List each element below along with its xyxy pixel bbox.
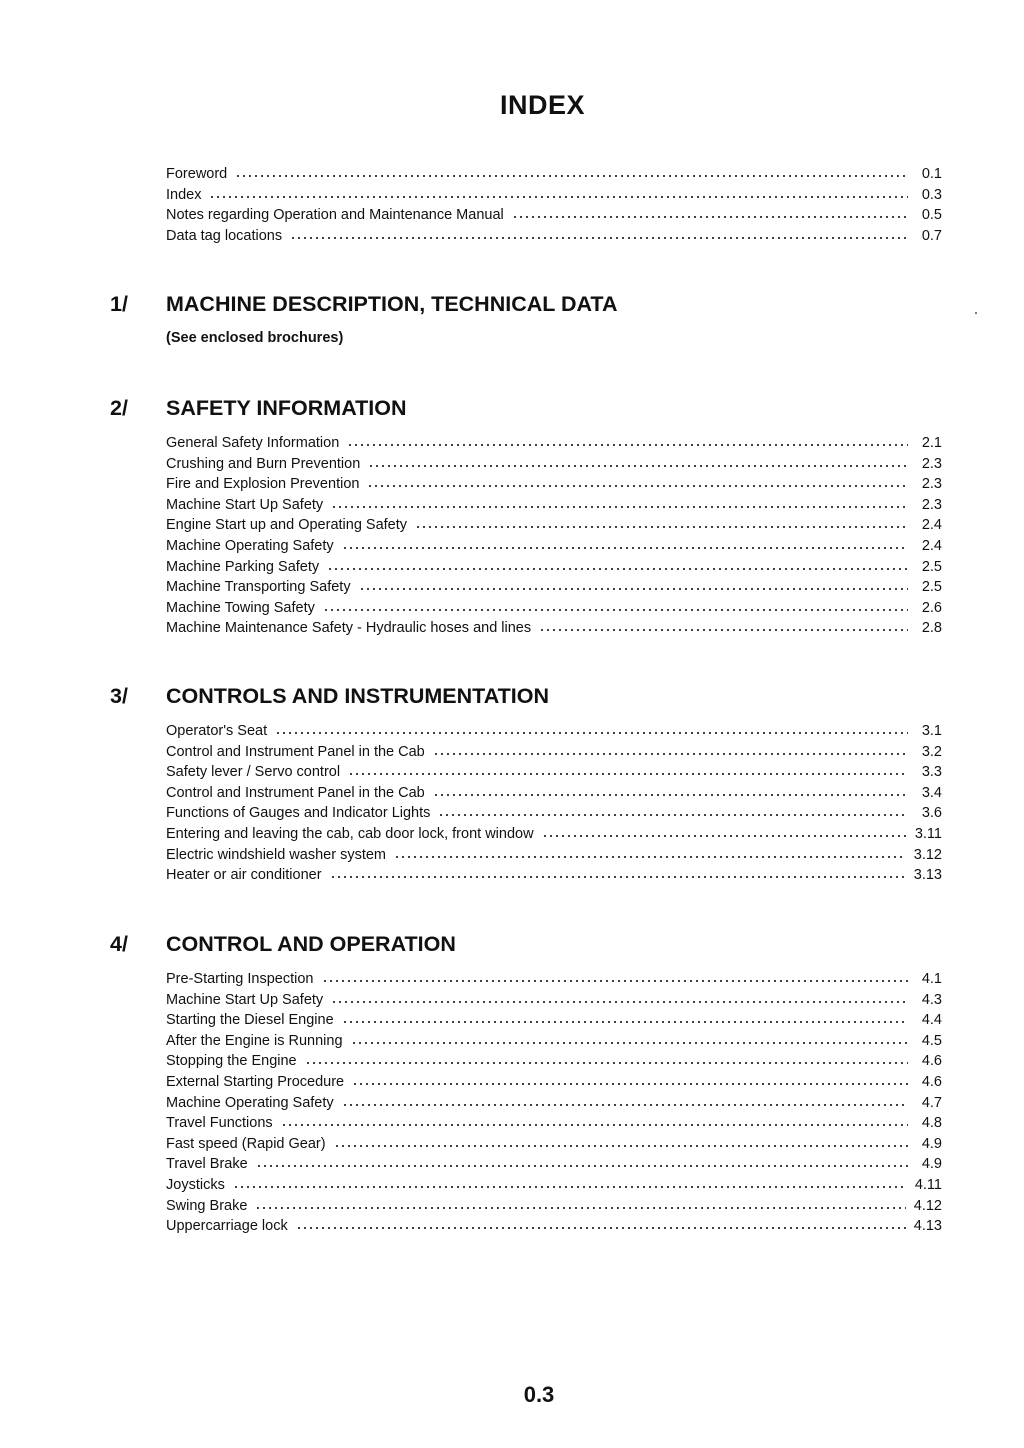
toc-entry-page: 0.5 (921, 207, 942, 224)
dot-leader (542, 826, 907, 838)
toc-entry[interactable] (166, 969, 942, 990)
dot-leader (438, 805, 908, 817)
toc-entry-label: Stopping the Engine (166, 1053, 297, 1070)
toc-entry-page: 3.12 (913, 846, 942, 863)
section-title: CONTROL AND OPERATION (166, 932, 456, 956)
dot-leader (323, 600, 908, 612)
scan-speck (975, 312, 977, 314)
front-matter-list (166, 164, 942, 246)
toc-entry-page: 4.4 (921, 1012, 942, 1029)
toc-entry[interactable] (166, 1154, 942, 1175)
toc-entry-label: Engine Start up and Operating Safety (166, 517, 408, 534)
toc-entry-label: Travel Brake (166, 1156, 248, 1173)
toc-entry-label: Machine Start Up Safety (166, 991, 324, 1008)
page-number: 0.3 (523, 1382, 555, 1407)
dot-leader (209, 187, 908, 199)
dot-leader (352, 1074, 908, 1086)
toc-entry[interactable] (166, 1175, 942, 1196)
toc-entry-label: Machine Start Up Safety (166, 496, 324, 513)
toc-entry-label: Control and Instrument Panel in the Cab (166, 743, 425, 760)
dot-leader (367, 476, 908, 488)
dot-leader (348, 764, 908, 776)
toc-entry-label: Machine Operating Safety (166, 537, 334, 554)
toc-entry-label: Functions of Gauges and Indicator Lights (166, 805, 431, 822)
toc-entry[interactable] (166, 1196, 942, 1217)
dot-leader (255, 1198, 905, 1210)
section-number: 1/ (110, 292, 128, 316)
toc-entry-label: Uppercarriage lock (166, 1218, 288, 1235)
toc-entry-page: 4.1 (921, 971, 942, 987)
dot-leader (334, 1136, 908, 1148)
section-heading (110, 932, 970, 957)
toc-entry-page: 4.13 (913, 1218, 942, 1235)
section-number: 2/ (110, 396, 128, 420)
toc-entry[interactable] (166, 164, 942, 185)
toc-entry-page: 0.7 (921, 227, 942, 244)
section-title: MACHINE DESCRIPTION, TECHNICAL DATA (166, 292, 618, 316)
toc-entry-label: Entering and leaving the cab, cab door lock, front window (166, 825, 534, 842)
section-heading (110, 684, 970, 709)
toc-entry-label: Control and Instrument Panel in the Cab (166, 784, 425, 801)
dot-leader (351, 1033, 908, 1045)
toc-entry-page: 3.6 (921, 805, 942, 822)
toc-entry-label: After the Engine is Running (166, 1032, 343, 1049)
toc-entry[interactable] (166, 1216, 942, 1237)
section-note: (See enclosed brochures) (166, 330, 344, 346)
toc-entry-page: 0.1 (921, 166, 942, 182)
section-title: SAFETY INFORMATION (166, 396, 407, 420)
dot-leader (368, 456, 908, 468)
dot-leader (433, 785, 908, 797)
dot-leader (281, 1115, 908, 1127)
toc-entry-page: 4.12 (913, 1197, 942, 1214)
toc-entry-page: 3.3 (921, 764, 942, 781)
toc-entry[interactable] (166, 577, 942, 598)
dot-leader (327, 559, 908, 571)
toc-entry-page: 3.1 (921, 723, 942, 739)
toc-entry[interactable] (166, 1031, 942, 1052)
dot-leader (539, 620, 908, 632)
toc-entry-label: Operator's Seat (166, 723, 268, 739)
section-entry-list (166, 969, 942, 1237)
toc-entry[interactable] (166, 205, 942, 226)
toc-entry-label: Index (166, 186, 202, 203)
toc-entry-label: Travel Functions (166, 1115, 273, 1132)
toc-entry[interactable] (166, 824, 942, 845)
toc-entry[interactable] (166, 226, 942, 247)
toc-entry[interactable] (166, 618, 942, 639)
dot-leader (330, 867, 906, 879)
dot-leader (433, 744, 908, 756)
toc-entry[interactable] (166, 1134, 942, 1155)
toc-entry-label: Swing Brake (166, 1197, 248, 1214)
toc-entry[interactable] (166, 536, 942, 557)
dot-leader (256, 1156, 908, 1168)
toc-entry[interactable] (166, 495, 942, 516)
toc-entry-page: 0.3 (921, 186, 942, 203)
toc-entry[interactable] (166, 783, 942, 804)
toc-entry-label: General Safety Information (166, 435, 340, 451)
dot-leader (342, 538, 908, 550)
dot-leader (394, 847, 906, 859)
dot-leader (275, 723, 908, 735)
dot-leader (347, 435, 908, 447)
dot-leader (415, 517, 908, 529)
toc-entry-page: 2.5 (921, 579, 942, 596)
toc-entry-label: Machine Parking Safety (166, 558, 320, 575)
dot-leader (296, 1218, 906, 1230)
toc-entry-label: External Starting Procedure (166, 1073, 345, 1090)
dot-leader (512, 207, 908, 219)
toc-entry-label: Machine Operating Safety (166, 1094, 334, 1111)
toc-entry-page: 4.7 (921, 1094, 942, 1111)
toc-entry[interactable] (166, 1010, 942, 1031)
toc-entry[interactable] (166, 557, 942, 578)
toc-entry[interactable] (166, 1093, 942, 1114)
toc-entry[interactable] (166, 742, 942, 763)
toc-entry[interactable] (166, 762, 942, 783)
toc-entry[interactable] (166, 845, 942, 866)
toc-entry-label: Crushing and Burn Prevention (166, 455, 361, 472)
toc-entry[interactable] (166, 454, 942, 475)
toc-entry[interactable] (166, 865, 942, 886)
toc-entry-label: Heater or air conditioner (166, 867, 322, 884)
toc-entry[interactable] (166, 185, 942, 206)
toc-entry-label: Pre-Starting Inspection (166, 971, 314, 987)
dot-leader (235, 166, 908, 178)
section-entry-list (166, 433, 942, 639)
toc-entry-page: 2.3 (921, 476, 942, 493)
section-entry-list (166, 721, 942, 886)
dot-leader (331, 497, 908, 509)
toc-entry-page: 4.8 (921, 1115, 942, 1132)
toc-entry-page: 2.5 (921, 558, 942, 575)
toc-entry[interactable] (166, 1113, 942, 1134)
toc-entry-label: Notes regarding Operation and Maintenance Manual (166, 207, 504, 224)
toc-entry-page: 2.4 (921, 517, 942, 534)
toc-entry[interactable] (166, 721, 942, 742)
toc-entry-page: 4.3 (921, 991, 942, 1008)
toc-entry-label: Starting the Diesel Engine (166, 1012, 334, 1029)
toc-entry-page: 4.6 (921, 1073, 942, 1090)
section-title: CONTROLS AND INSTRUMENTATION (166, 684, 549, 708)
page-title: INDEX (499, 90, 586, 120)
toc-entry-page: 4.11 (914, 1176, 942, 1193)
dot-leader (290, 228, 908, 240)
toc-entry-page: 4.9 (921, 1156, 942, 1173)
toc-entry-page: 2.6 (921, 599, 942, 616)
toc-entry-page: 3.4 (921, 784, 942, 801)
toc-entry-label: Data tag locations (166, 227, 283, 244)
toc-entry[interactable] (166, 598, 942, 619)
section-heading (110, 396, 970, 421)
section-heading (110, 292, 970, 317)
toc-entry-page: 3.11 (914, 825, 942, 842)
toc-entry-page: 2.3 (921, 455, 942, 472)
toc-entry-label: Foreword (166, 166, 228, 182)
section-number: 4/ (110, 932, 128, 956)
dot-leader (305, 1053, 908, 1065)
toc-entry-label: Fire and Explosion Prevention (166, 476, 360, 493)
toc-entry[interactable] (166, 1051, 942, 1072)
toc-entry[interactable] (166, 1072, 942, 1093)
toc-entry-label: Machine Towing Safety (166, 599, 315, 616)
dot-leader (233, 1177, 907, 1189)
toc-entry-label: Machine Maintenance Safety - Hydraulic hoses and lines (166, 620, 532, 637)
toc-entry[interactable] (166, 803, 942, 824)
dot-leader (342, 1012, 908, 1024)
toc-entry-page: 3.13 (913, 867, 942, 884)
dot-leader (342, 1095, 908, 1107)
toc-entry-page: 2.1 (921, 435, 942, 451)
toc-entry-page: 4.6 (921, 1053, 942, 1070)
toc-entry[interactable] (166, 474, 942, 495)
dot-leader (322, 971, 909, 983)
toc-entry-page: 4.5 (921, 1032, 942, 1049)
toc-entry-label: Safety lever / Servo control (166, 764, 341, 781)
dot-leader (359, 579, 908, 591)
toc-entry[interactable] (166, 433, 942, 454)
toc-entry-label: Machine Transporting Safety (166, 579, 351, 596)
toc-entry-label: Fast speed (Rapid Gear) (166, 1135, 326, 1152)
toc-entry-label: Electric windshield washer system (166, 846, 386, 863)
toc-entry-page: 4.9 (921, 1135, 942, 1152)
toc-entry-label: Joysticks (166, 1176, 225, 1193)
toc-entry[interactable] (166, 515, 942, 536)
toc-entry-page: 2.4 (921, 537, 942, 554)
toc-entry-page: 3.2 (921, 743, 942, 760)
dot-leader (331, 992, 908, 1004)
toc-entry-page: 2.8 (921, 620, 942, 637)
section-number: 3/ (110, 684, 128, 708)
toc-entry-page: 2.3 (921, 496, 942, 513)
toc-entry[interactable] (166, 990, 942, 1011)
